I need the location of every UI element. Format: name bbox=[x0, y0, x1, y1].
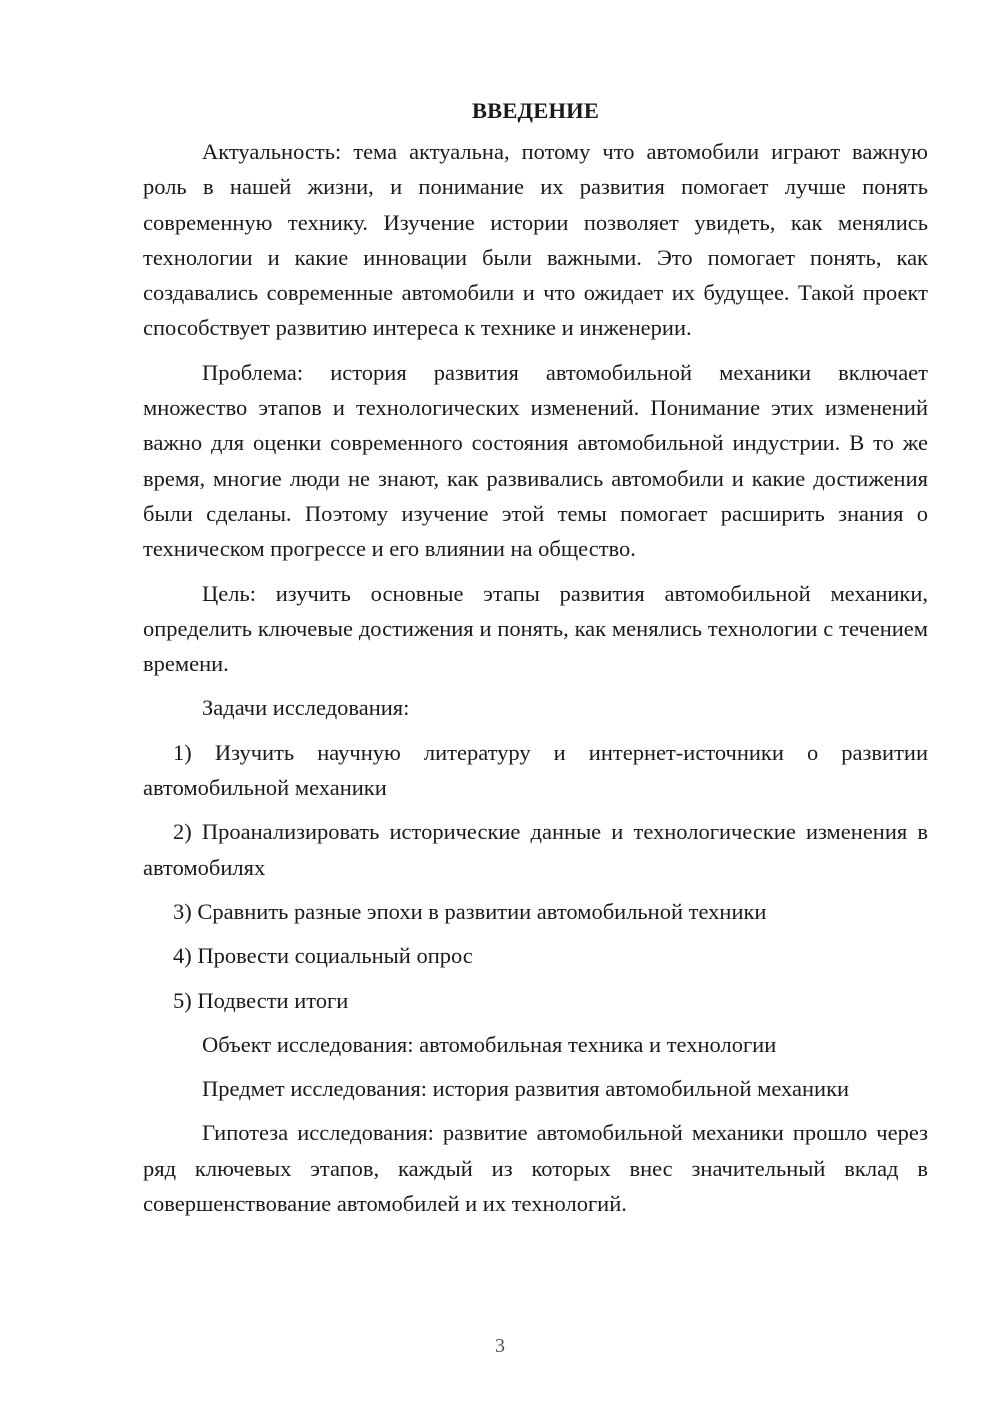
task-item-2: 2) Проанализировать исторические данные и технологические изменения в автомобилях bbox=[143, 819, 928, 880]
paragraph-tasks-heading: Задачи исследования: bbox=[202, 695, 410, 721]
page-number: 3 bbox=[495, 1335, 505, 1357]
paragraph-hypothesis: Гипотеза исследования: развитие автомобильной механики прошло через ряд ключевых этапов, каждый из которых внес значительный вклад в совершенствование автомобилей и их технологий. bbox=[143, 1120, 928, 1217]
paragraph-relevance: Актуальность: тема актуальна, потому что автомобили играют важную роль в нашей жизни, и понимание их развития помогает лучше понять современную технику. Изучение истории позволяет увидеть, как менялись технологии и какие инновации были важными. Это помогает понять, как создавались современные автомобили и что ожидает их будущее. Такой проект способствует развитию интереса к технике и инженерии. bbox=[143, 139, 928, 341]
paragraph-goal: Цель: изучить основные этапы развития автомобильной механики, определить ключевые достижения и понять, как менялись технологии с течением времени. bbox=[143, 580, 928, 677]
task-item-1: 1) Изучить научную литературу и интернет-источники о развитии автомобильной механики bbox=[143, 739, 928, 801]
paragraph-problem: Проблема: история развития автомобильной механики включает множество этапов и технологических изменений. Понимание этих изменений важно для оценки современного состояния автомобильной индустрии. В то же время, многие люди не знают, как развивались автомобили и какие достижения были сделаны. Поэтому изучение этой темы помогает расширить знания о техническом прогрессе и его влиянии на общество. bbox=[143, 359, 928, 562]
task-item-4: 4) Провести социальный опрос bbox=[173, 943, 473, 969]
task-item-3: 3) Сравнить разные эпохи в развитии автомобильной техники bbox=[173, 898, 767, 924]
paragraph-subject: Предмет исследования: история развития автомобильной механики bbox=[202, 1076, 850, 1102]
paragraph-object: Объект исследования: автомобильная техника и технологии bbox=[202, 1031, 777, 1057]
section-title: ВВЕДЕНИЕ bbox=[471, 98, 600, 123]
task-item-5: 5) Подвести итоги bbox=[173, 987, 349, 1013]
page-content bbox=[143, 96, 928, 1230]
